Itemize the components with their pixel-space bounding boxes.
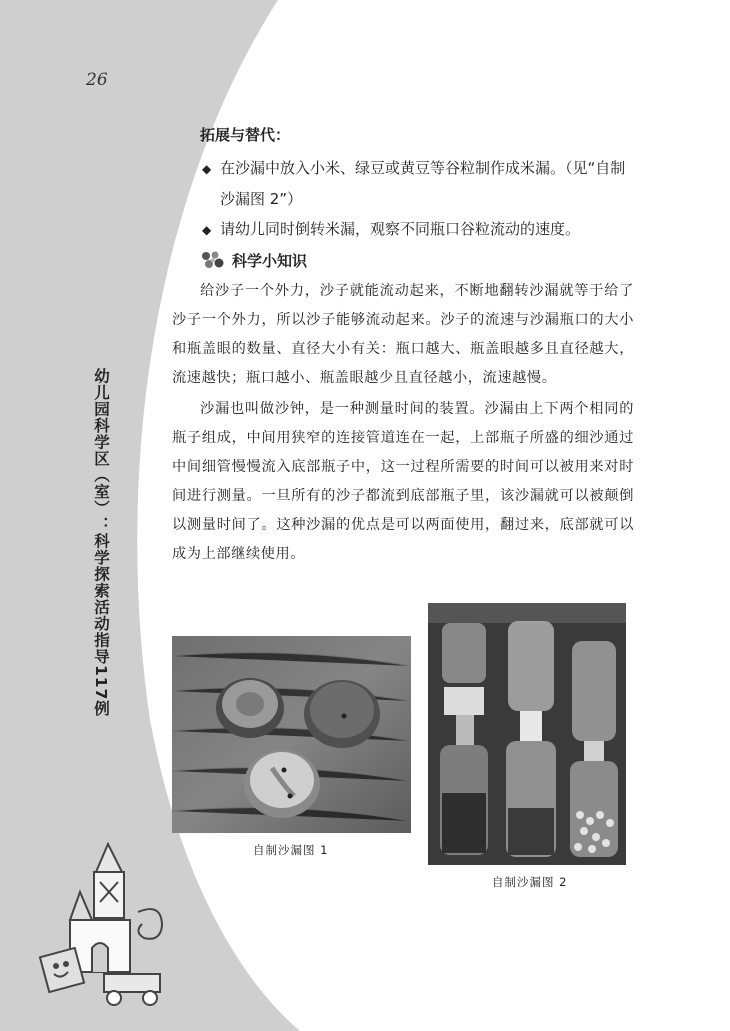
figure-1-photo [172,636,411,833]
figure-2-photo [428,603,626,865]
figure-2-caption: 自制沙漏图 2 [492,875,568,889]
page-number: 26 [86,70,108,90]
extension-item: ◆ 请幼儿同时倒转米漏，观察不同瓶口谷粒流动的速度。 [172,214,634,245]
toy-castle-illustration [30,842,190,1012]
spine-title: 幼儿园科学区（室）：科学探索活动指导117例 [92,368,110,717]
knowledge-paragraph: 沙漏也叫做沙钟，是一种测量时间的装置。沙漏由上下两个相同的瓶子组成，中间用狭窄的连接管道连在一起，上部瓶子所盛的细沙通过中间细管慢慢流入底部瓶子中，这一过程所需要的时间可以被用来对时间进行测量。一旦所有的沙子都流到底部瓶子里，该沙漏就可以被颠倒以测量时间了。这种沙漏的优点是可以两面使用，翻过来，底部就可以成为上部继续使用。 [172,401,634,562]
knowledge-dots-icon [200,250,226,270]
extension-heading: 拓展与替代： [200,126,291,144]
knowledge-title: 科学小知识 [200,247,634,273]
knowledge-paragraph: 给沙子一个外力，沙子就能流动起来，不断地翻转沙漏就等于给了沙子一个外力，所以沙子能够流动起来。沙子的流速与沙漏瓶口的大小和瓶盖眼的数量、直径大小有关：瓶口越大、瓶盖眼越多且直径越大，流速越快；瓶口越小、瓶盖眼越少且直径越小，流速越慢。 [172,283,634,386]
main-content [172,124,634,569]
diamond-bullet-icon: ◆ [202,223,212,237]
figure-1-caption: 自制沙漏图 1 [253,843,329,857]
diamond-bullet-icon: ◆ [202,162,212,176]
extension-item: ◆ 在沙漏中放入小米、绿豆或黄豆等谷粒制作成米漏。（见“自制沙漏图 2”） [172,153,634,214]
